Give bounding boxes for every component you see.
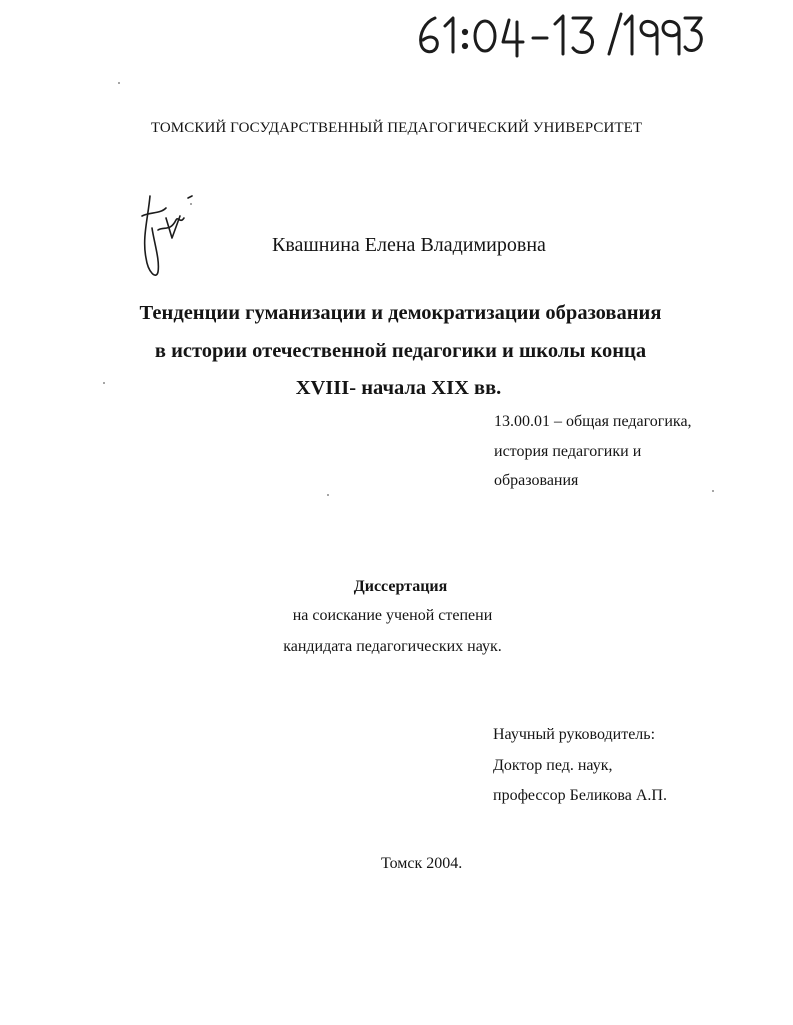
dissertation-title-line: Тенденции гуманизации и демократизации образования: [139, 302, 662, 324]
degree-line: на соискание ученой степени: [292, 607, 493, 624]
handwritten-archive-code-drawing: [413, 8, 703, 62]
handwritten-signature: [128, 188, 208, 288]
scan-speck: [327, 494, 329, 496]
handwritten-archive-code: [413, 8, 703, 62]
signature-drawing: [128, 188, 208, 288]
supervisor-line: профессор Беликова А.П.: [493, 787, 667, 804]
scan-speck: [103, 382, 105, 384]
scan-speck: [712, 490, 714, 492]
dissertation-title-line: в истории отечественной педагогики и школы конца: [154, 340, 647, 362]
scan-speck: [118, 82, 120, 84]
university-name: ТОМСКИЙ ГОСУДАРСТВЕННЫЙ ПЕДАГОГИЧЕСКИЙ УНИВЕРСИТЕТ: [150, 120, 643, 136]
specialty-line: история педагогики и: [494, 443, 642, 460]
city-year: Томск 2004.: [381, 855, 463, 872]
author-name: Квашнина Елена Владимировна: [272, 234, 546, 256]
supervisor-line: Доктор пед. наук,: [493, 757, 613, 774]
specialty-line: 13.00.01 – общая педагогика,: [494, 413, 692, 430]
dissertation-label: Диссертация: [353, 578, 448, 595]
degree-line: кандидата педагогических наук.: [283, 638, 502, 655]
supervisor-line: Научный руководитель:: [493, 726, 656, 743]
dissertation-title-line: XVIII- начала XIX вв.: [295, 377, 502, 399]
scan-speck: [190, 203, 192, 205]
specialty-line: образования: [494, 472, 579, 489]
